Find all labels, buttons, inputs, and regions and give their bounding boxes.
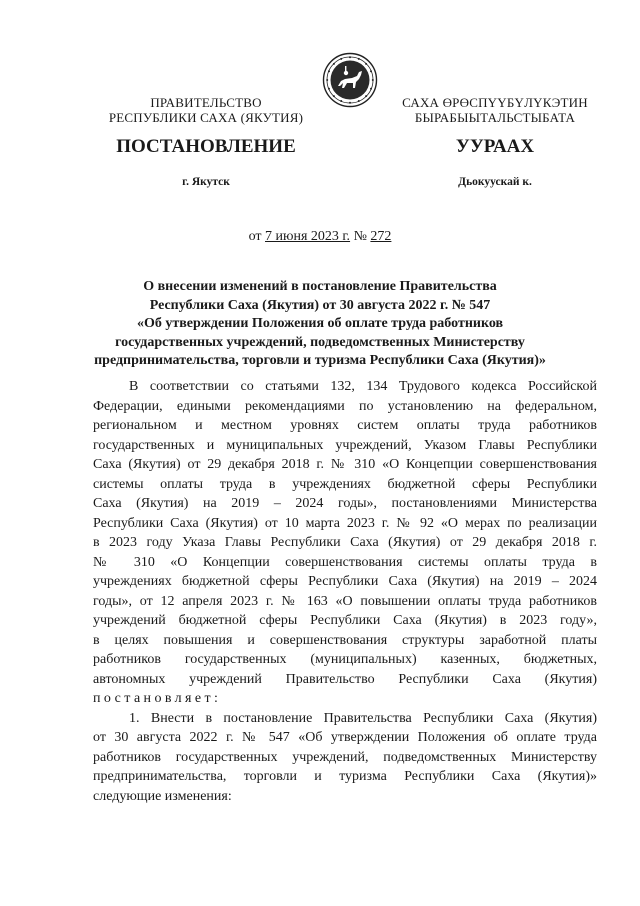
body-line: в 2023 году Указа Главы Республики Саха (Якутия) от 29 декабря 2018 г. [93, 535, 597, 550]
issuer-name-sakha-line1: САХА ӨРӨСПҮҮБҮЛҮКЭТИН [402, 95, 588, 110]
body-line: в целях повышения и совершенствования структуры заработной платы [93, 632, 597, 648]
date-prefix: от [248, 229, 266, 244]
body-line: региональном и местном уровнях систем оплаты труда работников [93, 418, 597, 433]
body-line: В соответствии со статьями 132, 134 Трудового кодекса Российской [129, 379, 597, 394]
city-russian: г. Якутск [182, 176, 230, 188]
decree-date: 7 июня 2023 г. [265, 229, 351, 244]
title-line: Республики Саха (Якутия) от 30 августа 2022 г. № 547 [149, 297, 491, 313]
issuer-name-line1: ПРАВИТЕЛЬСТВО [150, 95, 262, 110]
doc-type-russian: ПОСТАНОВЛЕНИЕ [116, 136, 296, 157]
body-line: работников государственных учреждений, подведомственных Министерству [93, 749, 597, 765]
title-line: О внесении изменений в постановление Правительства [143, 279, 497, 294]
body-line: № 310 «О Концепции совершенствования системы оплаты труда в [93, 554, 597, 570]
body-line: Федерации, едиными рекомендациями по установлению на федеральном, [93, 398, 597, 414]
issuer-right-block [385, 95, 605, 125]
decree-title [80, 278, 560, 371]
body-line: следующие изменения: [93, 788, 232, 804]
issuer-left-block [96, 95, 316, 125]
body-line: учреждений бюджетной сферы Республики Саха (Якутия) в 2023 году», [93, 613, 597, 628]
body-line: работников государственных (муниципальных) казенных, бюджетных, [93, 652, 597, 667]
body-line: Саха (Якутия) от 29 декабря 2018 г. № 310 «О Концепции совершенствования [93, 457, 597, 472]
title-line: предпринимательства, торговли и туризма Республики Саха (Якутия)» [94, 353, 546, 368]
decree-number: 272 [370, 229, 392, 244]
title-line: «Об утверждении Положения об оплате труда работников [136, 316, 504, 331]
sakha-republic-emblem-icon [322, 52, 378, 108]
decree-body [93, 377, 597, 806]
body-line: 1. Внести в постановление Правительства Республики Саха (Якутия) [129, 710, 597, 726]
body-line: автономных учреждений Правительство Республики Саха (Якутия) [93, 671, 597, 687]
body-line: Республики Саха (Якутия) от 10 марта 2023 г. № 92 «О мерах по реализации [93, 515, 597, 531]
issuer-name-sakha-line2: БЫРАБЫЫТАЛЬСТЫБАТА [414, 110, 576, 125]
title-line: государственных учреждений, подведомственных Министерству [115, 334, 525, 350]
body-line: Саха (Якутия) на 2019 – 2024 годы», постановлениями Министерства [93, 496, 597, 511]
body-line: системы оплаты труда в учреждениях бюджетной сферы Республики [93, 476, 597, 492]
body-line: от 30 августа 2022 г. № 547 «Об утверждении Положения об оплате труда [93, 730, 597, 745]
doc-type-sakha: УУРААХ [455, 136, 535, 157]
body-line: учреждениях бюджетной сферы Республики Саха (Якутия) на 2019 – 2024 [93, 574, 597, 589]
decree-resolving-word: постановляет: [93, 691, 222, 706]
body-line: государственных и муниципальных учреждений, Указом Главы Республики [93, 437, 597, 453]
issuer-name-line2: РЕСПУБЛИКИ САХА (ЯКУТИЯ) [108, 110, 304, 125]
body-line: годы», от 12 апреля 2023 г. № 163 «О повышении оплаты труда работников [93, 593, 597, 609]
number-prefix: № [350, 229, 371, 244]
city-sakha: Дьокуускай к. [458, 176, 532, 188]
body-line: предпринимательства, торговли и туризма Республики Саха (Якутия)» [93, 769, 597, 784]
decree-date-line [0, 229, 640, 245]
